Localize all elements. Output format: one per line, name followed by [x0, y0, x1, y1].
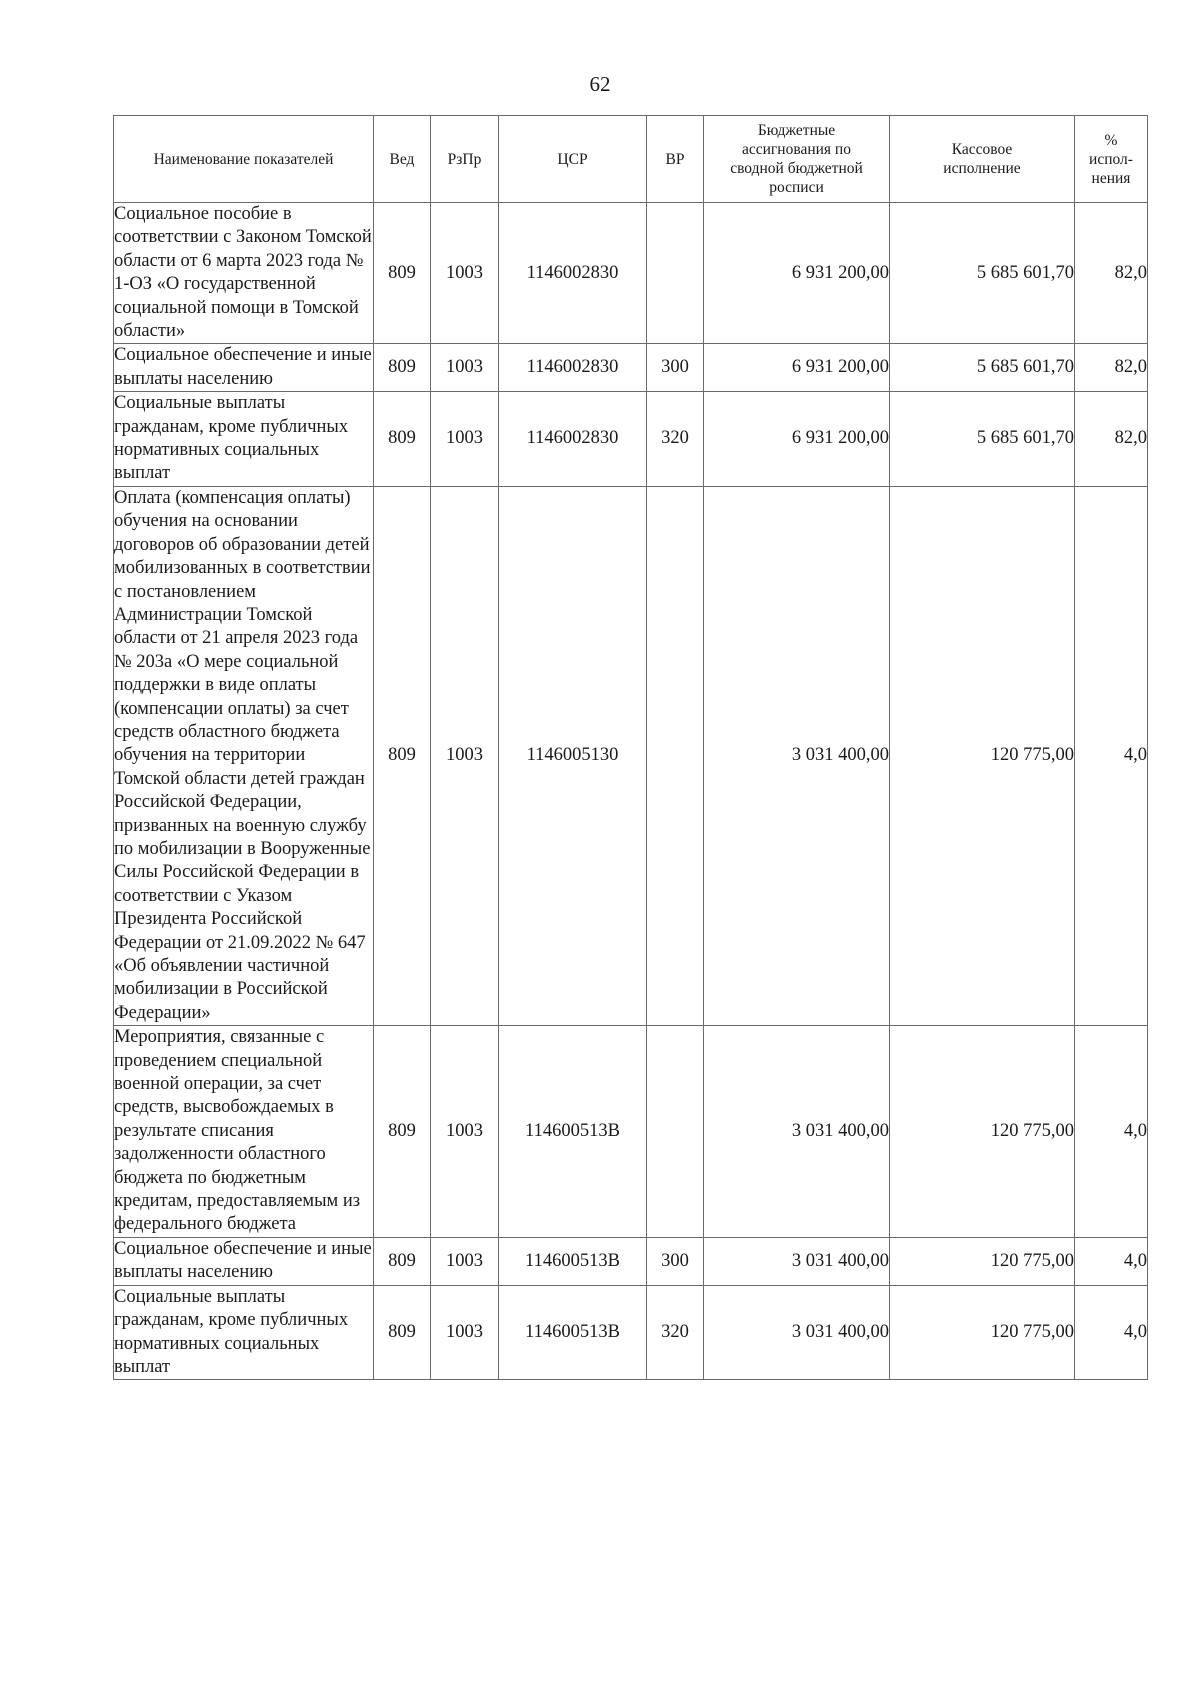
row-percent: 4,0 [1075, 486, 1148, 1025]
table-row [114, 203, 1148, 344]
row-vr [647, 1026, 704, 1238]
row-ved: 809 [374, 1026, 431, 1238]
table-row [114, 344, 1148, 392]
row-name: Социальное обеспечение и иные выплаты населению [114, 344, 374, 392]
row-percent: 4,0 [1075, 1237, 1148, 1285]
row-ved: 809 [374, 1285, 431, 1380]
header-row [114, 116, 1148, 203]
row-budget: 3 031 400,00 [704, 1026, 890, 1238]
row-vr: 320 [647, 1285, 704, 1380]
row-csr: 1146002830 [499, 392, 647, 487]
row-name: Социальные выплаты гражданам, кроме публичных нормативных социальных выплат [114, 392, 374, 487]
row-ved: 809 [374, 392, 431, 487]
header-rzpr: РзПр [431, 116, 499, 203]
budget-execution-table [113, 115, 1148, 1380]
row-cash: 5 685 601,70 [890, 203, 1075, 344]
row-budget: 3 031 400,00 [704, 1237, 890, 1285]
header-vr: ВР [647, 116, 704, 203]
row-percent: 4,0 [1075, 1285, 1148, 1380]
table-row [114, 1026, 1148, 1238]
row-rzpr: 1003 [431, 1237, 499, 1285]
header-percent: % испол-нения [1075, 116, 1148, 203]
table-row [114, 1237, 1148, 1285]
header-cash: Кассовое исполнение [890, 116, 1075, 203]
page-number: 62 [589, 72, 611, 96]
row-name: Социальные выплаты гражданам, кроме публичных нормативных социальных выплат [114, 1285, 374, 1380]
table-row [114, 1285, 1148, 1380]
row-cash: 120 775,00 [890, 486, 1075, 1025]
row-name: Мероприятия, связанные с проведением специальной военной операции, за счет средств, высвобождаемых в результате списания задолженности областного бюджета по бюджетным кредитам, предоставляемым из федерального бюджета [114, 1026, 374, 1238]
row-ved: 809 [374, 486, 431, 1025]
row-csr: 1146005130 [499, 486, 647, 1025]
row-vr: 300 [647, 344, 704, 392]
row-csr: 1146002830 [499, 203, 647, 344]
row-csr: 114600513В [499, 1285, 647, 1380]
row-csr: 114600513В [499, 1237, 647, 1285]
row-ved: 809 [374, 1237, 431, 1285]
table-header [114, 116, 1148, 203]
row-vr: 320 [647, 392, 704, 487]
row-csr: 1146002830 [499, 344, 647, 392]
row-budget: 6 931 200,00 [704, 344, 890, 392]
table-row [114, 486, 1148, 1025]
row-budget: 3 031 400,00 [704, 1285, 890, 1380]
row-rzpr: 1003 [431, 1285, 499, 1380]
row-cash: 5 685 601,70 [890, 344, 1075, 392]
row-name: Социальное пособие в соответствии с Законом Томской области от 6 марта 2023 года № 1-ОЗ «О государственной социальной помощи в Томской области» [114, 203, 374, 344]
row-name: Социальное обеспечение и иные выплаты населению [114, 1237, 374, 1285]
header-ved: Вед [374, 116, 431, 203]
row-rzpr: 1003 [431, 486, 499, 1025]
row-ved: 809 [374, 344, 431, 392]
row-ved: 809 [374, 203, 431, 344]
row-name: Оплата (компенсация оплаты) обучения на основании договоров об образовании детей мобилизованных в соответствии с постановлением Администрации Томской области от 21 апреля 2023 года № 203а «О мере социальной поддержки в виде оплаты (компенсации оплаты) за счет средств областного бюджета обучения на территории Томской области детей граждан Российской Федерации, призванных на военную службу по мобилизации в Вооруженные Силы Российской Федерации в соответствии с Указом Президента Российской Федерации от 21.09.2022 № 647 «Об объявлении частичной мобилизации в Российской Федерации» [114, 486, 374, 1025]
table-row [114, 392, 1148, 487]
header-name: Наименование показателей [114, 116, 374, 203]
row-rzpr: 1003 [431, 344, 499, 392]
row-vr: 300 [647, 1237, 704, 1285]
header-csr: ЦСР [499, 116, 647, 203]
table-body [114, 203, 1148, 1380]
header-budget: Бюджетные ассигнования по сводной бюджетной росписи [704, 116, 890, 203]
row-percent: 82,0 [1075, 392, 1148, 487]
row-percent: 82,0 [1075, 203, 1148, 344]
row-cash: 120 775,00 [890, 1285, 1075, 1380]
row-percent: 82,0 [1075, 344, 1148, 392]
row-rzpr: 1003 [431, 1026, 499, 1238]
row-budget: 3 031 400,00 [704, 486, 890, 1025]
row-vr [647, 203, 704, 344]
row-percent: 4,0 [1075, 1026, 1148, 1238]
row-budget: 6 931 200,00 [704, 203, 890, 344]
row-budget: 6 931 200,00 [704, 392, 890, 487]
row-csr: 114600513В [499, 1026, 647, 1238]
row-cash: 5 685 601,70 [890, 392, 1075, 487]
row-vr [647, 486, 704, 1025]
row-cash: 120 775,00 [890, 1237, 1075, 1285]
row-cash: 120 775,00 [890, 1026, 1075, 1238]
row-rzpr: 1003 [431, 203, 499, 344]
row-rzpr: 1003 [431, 392, 499, 487]
